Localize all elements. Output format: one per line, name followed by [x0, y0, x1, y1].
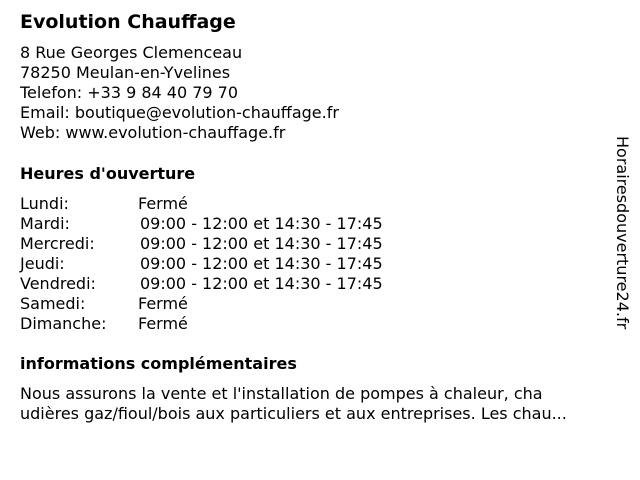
hours-row-wednesday [20, 234, 440, 254]
day-hours: 09:00 - 12:00 et 14:30 - 17:45 [140, 234, 383, 253]
day-hours: 09:00 - 12:00 et 14:30 - 17:45 [140, 214, 383, 233]
address-city: 78250 Meulan-en-Yvelines [20, 63, 231, 82]
hours-row-tuesday [20, 214, 440, 234]
day-label: Samedi: [20, 294, 86, 313]
address-street: 8 Rue Georges Clemenceau [20, 43, 243, 62]
day-label: Vendredi: [20, 274, 96, 293]
day-hours: 09:00 - 12:00 et 14:30 - 17:45 [140, 274, 383, 293]
day-hours: Fermé [138, 314, 188, 333]
phone-line: Telefon: +33 9 84 40 79 70 [20, 83, 239, 102]
day-label: Jeudi: [20, 254, 65, 273]
opening-hours-heading: Heures d'ouverture [20, 164, 196, 183]
day-label: Mardi: [20, 214, 70, 233]
info-line-2: udières gaz/fioul/bois aux particuliers et aux entreprises. Les chau... [20, 404, 567, 423]
day-label: Mercredi: [20, 234, 95, 253]
email-line: Email: boutique@evolution-chauffage.fr [20, 103, 339, 122]
opening-hours-table [20, 194, 440, 334]
hours-row-sunday [20, 314, 440, 334]
day-hours: Fermé [138, 194, 188, 213]
additional-info-heading: informations complémentaires [20, 354, 297, 373]
contact-block [20, 43, 339, 143]
day-label: Lundi: [20, 194, 69, 213]
hours-row-friday [20, 274, 440, 294]
site-watermark: Horairesdouverture24.fr [613, 136, 632, 330]
info-line-1: Nous assurons la vente et l'installation de pompes à chaleur, cha [20, 384, 543, 403]
additional-info-text [20, 384, 620, 424]
day-hours: 09:00 - 12:00 et 14:30 - 17:45 [140, 254, 383, 273]
hours-row-thursday [20, 254, 440, 274]
day-hours: Fermé [138, 294, 188, 313]
day-label: Dimanche: [20, 314, 107, 333]
hours-row-saturday [20, 294, 440, 314]
business-name: Evolution Chauffage [20, 11, 236, 33]
hours-row-monday [20, 194, 440, 214]
web-line: Web: www.evolution-chauffage.fr [20, 123, 286, 142]
